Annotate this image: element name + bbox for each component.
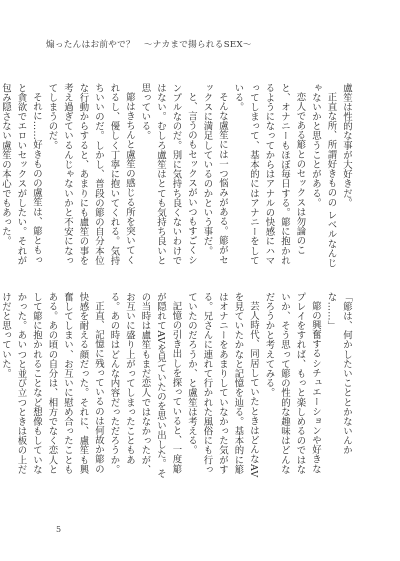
- paragraph: 正直、記憶に残っているのは何故か簓の快感を耐える顔だった。それに、盧笙も興奮してしまい、お互いに慰め合ったこともある。あの頃の自分は、相方でなく恋人として簓に抱かれることなど想像もしていなかった。あいつと並び立つときは板の上だけだと思っていた。: [0, 292, 104, 475]
- paragraph: そんな盧笙には一つ悩みがある。簓がセックスに満足しているのかという事だ。: [201, 83, 228, 266]
- paragraph: 盧笙は性的な事が大好きだ。: [341, 83, 352, 208]
- paragraph: それに……好きものの盧笙は、簓ともっと貪欲でエロいセックスがしたい。それが包み隠さない盧笙の本心でもあった。: [0, 83, 42, 266]
- paragraph: 恋人である簓とのセックスは勿論のこと、オナニーもほぼ毎日する。簓に抱かれるようになってからはアナルの快感にハマってしまって、基本的にはアナニーをしている。: [232, 83, 306, 266]
- paragraph: 正直な所、所謂好きものの レベルなんじゃないかと思うことがある。: [310, 83, 337, 269]
- body-text-lower-tier: [0, 292, 354, 482]
- page-number: 5: [56, 525, 62, 534]
- paragraph: 記憶の引き出しを探っていると、一度簓が隠れてAVを見ていたのを思い出した。その当時は盧笙もまだ恋人ではなかったが、お互いに盛り上がってしまったこともある。あの時はどんな内容だっただろうか。: [108, 292, 182, 479]
- paragraph: 簓の興奮するシチュエーションや好きなプレイをすれば、もっと楽しめるのではないか、そう思って簓の性的な趣味はどんなだろうかと考えてみる。: [263, 292, 321, 475]
- paragraph: と、言うのもセックスがいつもすごくシンプルなのだ。別に気持ち良くないわけではない。むしろ盧笙はとても気持ち良いと思っている。: [139, 83, 197, 266]
- dialogue-line: 「簓は、何かしたいこととかないんかな……」: [325, 292, 352, 456]
- paragraph: 簓はきちんと盧笙の感じる所を突いてくれるし、優しく丁寧に抱いてくれる。気持ちいいのだ。しかし、普段の簓の自分本位な行動からすると、あまりにも盧笙の事を考え過ぎているんじゃないかと不安になってしまうのだ。: [46, 83, 135, 266]
- body-text-upper-tier: [0, 83, 354, 273]
- running-title: 煽ったんはお前やで？ 〜ナカまで揚られるSEX〜: [46, 40, 252, 50]
- paragraph: 芸人時代、同居していたときはどんなAVを見ていたかなと記憶を辿る。基本的に簓はオナニーをあまりしていなかった気がする。兄さんに連れて行かれた風俗にも行っていたのだろうか、と盧笙は考える。: [186, 292, 259, 478]
